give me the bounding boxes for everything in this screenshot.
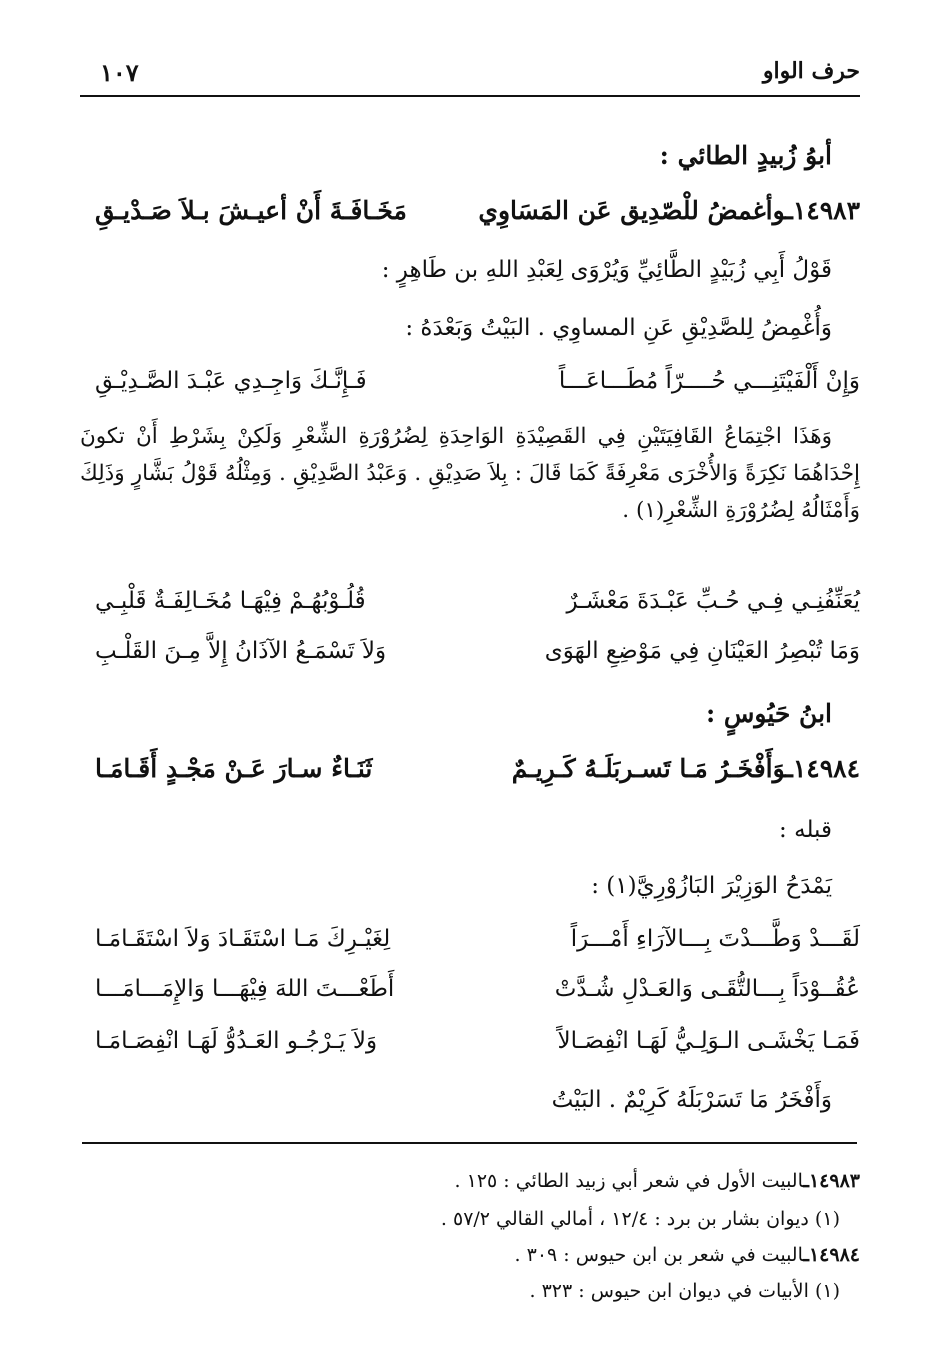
footnote-text: (١) الأبيات في ديوان ابن حيوس : ٣٢٣ . bbox=[529, 1280, 840, 1302]
quoted-verse bbox=[95, 972, 860, 1006]
note-line: قبله : bbox=[779, 817, 832, 843]
page-number: ١٠٧ bbox=[100, 58, 139, 87]
footnote-label: ١٤٩٨٤ـ bbox=[803, 1244, 860, 1266]
footnote bbox=[80, 1206, 840, 1232]
verse-second-hemistich: ثَنَـاءٌ سـارَ عَـنْ مَجْـدٍ أَقَـامَـا bbox=[95, 754, 373, 783]
quoted-verse bbox=[95, 922, 860, 956]
closing-line: وَأَفْخَرُ مَا تَسَرْبَلَهُ كَرِيْمٌ . البَيْتُ bbox=[551, 1087, 832, 1113]
footnote bbox=[80, 1168, 860, 1194]
chapter-title: حرف الواو bbox=[762, 58, 860, 84]
footnote-text: البيت الأول في شعر أبي زبيد الطائي : ١٢٥ . bbox=[454, 1170, 804, 1192]
main-verse bbox=[95, 194, 860, 228]
verse-second-hemistich: لِغَيْـرِكَ مَـا اسْتَقَـادَ وَلاَ اسْتَقَـامَـا bbox=[95, 926, 391, 952]
note-line: وَأُغْمِضُ لِلصَّدِيْقِ عَنِ المساوِي . البَيْتُ وَبَعْدَهُ : bbox=[405, 315, 832, 341]
verse-second-hemistich: أَطَعْـــتَ اللهَ فِيْهَـــا وَالإِمَـــامَـــا bbox=[95, 976, 395, 1002]
footnote-label: ١٤٩٨٣ـ bbox=[803, 1170, 860, 1192]
quoted-verse bbox=[95, 584, 860, 618]
verse-second-hemistich: وَلاَ تَسْمَـعُ الآذَانُ إِلاَّ مِـنَ القَلْـبِ bbox=[95, 638, 387, 664]
verse-first-hemistich: عُقُــوْدَاً بِـــالتُّقَـى وَالعَـدْلِ شُـدَّتْ bbox=[554, 976, 860, 1002]
verse-second-hemistich: وَلاَ يَـرْجُـو العَـدُوُّ لَهَـا انْفِصَـامَـا bbox=[95, 1028, 378, 1054]
verse-first-hemistich: وَإِنْ أَلْفَيْتَنِـــي حُــــرّاً مُطَـــاعَـــاً bbox=[558, 368, 860, 394]
quoted-verse bbox=[95, 1024, 860, 1058]
footnote bbox=[80, 1242, 860, 1268]
verse-first-hemistich: وَمَا تُبْصِرُ العَيْنَانِ فِي مَوْضِعِ الهَوَى bbox=[544, 638, 860, 664]
verse-second-hemistich: قُلُـوْبُهُـمْ فِيْهَـا مُخَـالِفَـةٌ قَلْبِـي bbox=[95, 588, 366, 614]
footnote-text: البيت في شعر بن ابن حيوس : ٣٠٩ . bbox=[514, 1244, 804, 1266]
poet-name: أبوُ زُبيدٍ الطائي : bbox=[659, 141, 832, 170]
verse-first-hemistich: يُعَنِّفُنِـي فِـي حُـبِّ عَبْـدَةَ مَعْشَـرٌ bbox=[566, 588, 860, 614]
footnote bbox=[80, 1278, 840, 1304]
verse-first-text: وأغمضُ للْصّدِيق عَن المَسَاوِي bbox=[478, 196, 786, 225]
verse-first-hemistich bbox=[512, 752, 860, 786]
commentary-paragraph bbox=[80, 418, 860, 529]
note-line: قَوْلُ أَبِي زُبَيْدٍ الطَّائِيِّ وَيُرْوَى لِعَبْدِ اللهِ بن طَاهِرٍ : bbox=[381, 257, 832, 283]
footnote-text: (١) ديوان بشار بن برد : ١٢/٤ ، أمالي القالي ٥٧/٢ . bbox=[440, 1208, 840, 1230]
footnote-divider bbox=[82, 1142, 857, 1144]
verse-number: ١٤٩٨٣ـ bbox=[785, 196, 860, 225]
verse-first-hemistich: لَقَـــدْ وَطَّـــدْتَ بِـــالآرَاءِ أَمْـــرَاً bbox=[570, 926, 860, 952]
quoted-verse bbox=[95, 634, 860, 668]
verse-first-hemistich bbox=[478, 194, 860, 228]
verse-second-hemistich: مَخَـافَـةَ أَنْ أعيـشَ بـلاَ صَـدْيـقِ bbox=[95, 196, 407, 225]
verse-second-hemistich: فَـإِنَّـكَ وَاجِـدِي عَبْـدَ الصَّـدِيْـقِ bbox=[95, 368, 367, 394]
note-line: يَمْدَحُ الوَزِيْرَ البَازُوْرِيَّ(١) : bbox=[591, 873, 832, 899]
verse-first-text: وَأَفْخَـرُ مَـا تَسـربَلَـهُ كَـرِيـمٌ bbox=[511, 754, 786, 783]
verse-number: ١٤٩٨٤ـ bbox=[785, 754, 860, 783]
commentary-text: وَهَذَا اجْتِمَاعُ القَافِيَتَيْنِ فِي القَصِيْدَةِ الوَاحِدَةِ لِضُرُوْرَةِ الشِّعْرِ وَلَكِنْ بِشَرْطِ أَنْ تكونَ إِحْدَاهُمَا نَكِرَةً وَالأُخْرَى مَعْرِفَةً كَمَا قَالَ : بِلاَ صَدِيْقِ . وَعَبْدُ الصَّدِيْقِ . وَمِثْلُهُ قَوْلُ بَشَّارٍ وَذَلِكَ وَأَمْثَالُهُ لِضُرُوْرَةِ الشِّعْرِ(١) . bbox=[80, 424, 860, 523]
poet-name: ابنُ حَيُوسٍ : bbox=[705, 699, 832, 728]
quoted-verse bbox=[95, 364, 860, 398]
main-verse bbox=[95, 752, 860, 786]
verse-first-hemistich: فَمَـا يَخْشَـى الـوَلِـيُّ لَهَـا انْفِصَـالاً bbox=[557, 1028, 860, 1054]
header-divider bbox=[80, 95, 860, 97]
